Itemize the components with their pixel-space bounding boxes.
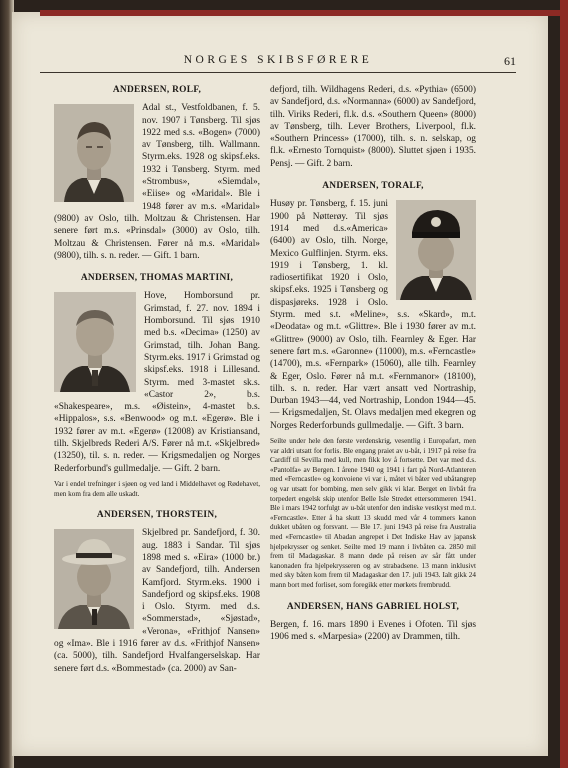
entry-thomas [54, 272, 260, 499]
running-title: NORGES SKIBSFØRERE [183, 54, 373, 66]
left-column [54, 84, 260, 685]
entry-body: Bergen, f. 16. mars 1890 i Evenes i Ofoten. Til sjøs 1906 med s. «Marpesia» (2200) av Drammen, tilh. [270, 619, 476, 643]
continued-text: defjord, tilh. Wildhagens Rederi, d.s. «Pythia» (6500) av Sandefjord, d.s. «Normanna» (6000) av Sandefjord, tilh. Viriks Rederi, fl.k. d.s. «Southern Queen» (8000) av Tønsberg, tilh. Lever Brothers, Liverpool, fl.k. «Southern Princess» (17000), tilh. s. n. selskap, og fl.k. «Ernesto Tornquist» (8000). Sluttet sjøen i 1935. Pensj. — Gift. 2 barn. [270, 85, 476, 169]
portrait-photo [54, 292, 136, 392]
entry-heading: ANDERSEN, THORSTEIN, [96, 510, 218, 521]
entry-body: Adal st., Vestfoldbanen, f. 5. nov. 1907 i Tønsberg. Til sjøs 1922 med s.s. «Bogen» (7000) av Tønsberg, tilh. Wallmann. Styrm.eks. 1928 og skipsf.eks. 1932 i Tønsberg. Styrm. med «Strombus», «Siemdal», «Eiise» og «Maridal». Ble i 1948 fører av m.s. «Maridal» (9800) av Oslo, tilh. Moltzau & Christensen. Har senere ført m.s. «Prinsdal» (3000) av Oslo, tilh. Moltzau & Christensen. Fører nå m.s. «Maridal» (9800), tilh. s. n. reder. — Gift. 1 barn. [54, 103, 260, 261]
entry-heading: ANDERSEN, THOMAS MARTINI, [80, 273, 234, 284]
right-red-edge [560, 0, 568, 768]
entry-hans [270, 601, 476, 644]
entry-heading: ANDERSEN, ROLF, [112, 85, 202, 95]
portrait-photo [396, 200, 476, 300]
entry-thorstein [54, 509, 260, 675]
entry-note: Var i endel trefninger i sjøen og ved land i Middelhavet og Rødehavet, men kom fra dem alle uskadt. [54, 479, 260, 498]
portrait-photo [54, 104, 134, 202]
entry-rolf [54, 84, 260, 262]
entry-toralf [270, 180, 476, 590]
entry-body: Hove, Homborsund pr. Grimstad, f. 27. nov. 1894 i Homborsund. Til sjøs 1910 med b.s. «Decima» (1250) av Grimstad, tilh. Johan Bang. Styrm.eks. 1917 i Grimstad og skipsf.eks. 1918 i Lillesand. Styrm. med 3-mastet sk.s. «Castor 2», b.s. «Shakespeare», m.s. «Øistein», 4-mastet b.s. «Hippalos», s.s. «Benwood» og m.t. «Egerø». Ble i 1932 fører av m.t. «Egerø» (12008) av Kristiansand, tilh. Skjelbreds Rederi A/S. Fører nå m.t. «Skjelbred» (13250), til. s. n. reder. — Krigsmedaljen og Norges Rederforbund's gullmedalje. — Gift. 2 barn. [54, 291, 260, 474]
entry-body: Husøy pr. Tønsberg, f. 15. juni 1900 på Nøtterøy. Til sjøs 1914 med d.s.«America» (6400) av Oslo, tilh. Norge, Mexico Gulflinjen. Styrm. eks. 1919 i Tønsberg, 1. kl. radiosertifikat 1920 i Oslo, skipsf.eks. 1925 i Tønsberg og dispasjøreks. 1928 i Oslo. Styrm. med s.t. «Meline», s.s. «Skard», m.t. «Deodata» og m.t. «Glittre». Ble i 1930 fører av m.t. «Glittre» (9000) av Oslo, tilh. Fearnley & Eger. Har senere ført m.s. «Garonne» (11000), m.s. «Ferncastle» (14700), m.s. «Fernpark» (15060), alle tilh. Fearnley & Eger, Oslo. Fører nå m.t. «Fernmanor» (18100), tilh. s. n. reder. Har vært ansatt ved Nortraship, Durban 1943—44, ved Nortraship, London 1944—45. — Krigsmedaljen, St. Olavs medaljen med ekegren og Norges Rederforbunds gullmedalje. — Gift. 3 barn. [270, 199, 476, 431]
right-column [270, 84, 476, 653]
portrait-photo [54, 529, 134, 629]
header-rule [40, 72, 516, 73]
page-number: 61 [504, 54, 516, 68]
entry-note: Seilte under hele den første verdenskrig, vesentlig i Europafart, men var aldri utsatt for forlis. Ble engang praiet av u-båt, i 1917 på reise fra Cardiff til Sevilla med kull, men fikk lov å fortsette. Det var med d.s. «Pantolfa» av Bergen. I årene 1940 og 1941 i fart på Nord-Atlanteren med «Ferncastle» og konvoiene vi var i, måtet vi båter ved ubåtangrep og var utsatt for bombing, men selv gikk vi klar. Berget en livbåt fra torpedert engelsk skip utenfor Belle Isle Stredet ettersommeren 1941. Ble i mars 1942 torfulgt av u-båt utenfor den indiske vestkyst med m.t. «Ferncastle». Etter å ha skutt 13 skudd med vår 4 tommers kanon dukket ubåten og forsvant. — Ble 17. juni 1943 på reise fra Australia med «Ferncastle» til Abadan angrepet i Det Indiske Hav av japansk hjelpekrysser og senket. Seilte med 19 mann i livbåten ca. 2850 mil frem til Madagaskar. 8 mann døde på reisen av sår fått under kanonaden fra hjelpekrysseren og av strabadsene. 13 mann inklusivt med sky båten kom frem til Madagaskar den 17. juli 1943. Ialt gikk 24 mann bort med forliset, som foregikk etter mørkets frembrudd. [270, 437, 476, 589]
entry-body: Skjelbred pr. Sandefjord, f. 30. aug. 1883 i Sandar. Til sjøs 1898 med s. «Eira» (1000 br.) av Sandefjord, tilh. Andersen Kamfjord. Styrm.eks. 1900 i Sandefjord og skipsf.eks. 1908 i Oslo. Styrm. med d.s. «Sommerstad», «Sjøstad», «Verona», «Frithjof Nansen» og «Ima». Ble i 1916 fører av d.s. «Frithjof Nansen» (ca. 5000), tilh. Sandefjord Hvalfangerselskap. Har senere ført d.s. «Bommestad» (ca. 2000) av San- [54, 528, 260, 674]
entry-heading: ANDERSEN, TORALF, [322, 181, 424, 192]
page-header [40, 54, 516, 72]
entry-heading: ANDERSEN, HANS GABRIEL HOLST, [286, 601, 460, 612]
top-red-edge [40, 10, 560, 16]
